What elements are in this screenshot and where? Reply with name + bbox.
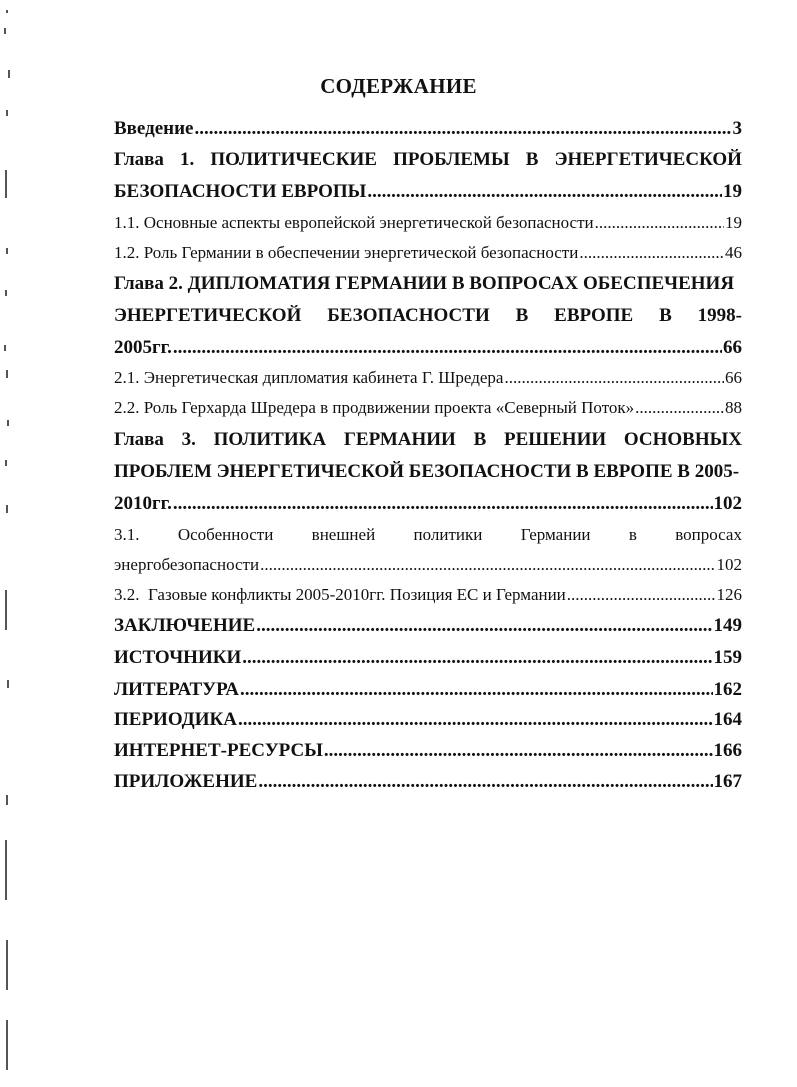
toc-label: 2.2. Роль Герхарда Шредера в продвижении проекта «Северный Поток» bbox=[114, 398, 635, 417]
toc-label: ПРОБЛЕМ ЭНЕРГЕТИЧЕСКОЙ БЕЗОПАСНОСТИ В ЕВРОПЕ В 2005- bbox=[114, 461, 740, 482]
toc-label: ИСТОЧНИКИ bbox=[114, 647, 242, 668]
toc-label: Введение bbox=[114, 118, 194, 139]
toc-label: ПРИЛОЖЕНИЕ bbox=[114, 771, 258, 792]
toc-entry-2-2 bbox=[114, 398, 742, 418]
toc-label: 1.1. Основные аспекты европейской энергетической безопасности bbox=[114, 213, 594, 232]
word: ЭНЕРГЕТИЧЕСКОЙ bbox=[114, 305, 302, 326]
toc-entry-sources bbox=[114, 647, 742, 669]
toc-page: 46 bbox=[725, 243, 742, 262]
toc-entry-3-2 bbox=[114, 585, 742, 605]
toc-label: ПЕРИОДИКА bbox=[114, 709, 238, 730]
toc-page: 167 bbox=[713, 771, 742, 792]
word: В bbox=[659, 305, 672, 326]
word: 3.1. bbox=[114, 525, 140, 544]
toc-label: 2005гг. bbox=[114, 337, 172, 358]
toc-label: БЕЗОПАСНОСТИ ЕВРОПЫ bbox=[114, 181, 367, 202]
scan-margin-marks bbox=[0, 0, 22, 1087]
toc-label: 2.1. Энергетическая дипломатия кабинета Г. Шредера bbox=[114, 368, 504, 387]
toc-page: 159 bbox=[713, 647, 742, 668]
toc-page: 126 bbox=[716, 585, 742, 604]
toc-entry-periodicals bbox=[114, 709, 742, 731]
word: ПРОБЛЕМЫ bbox=[393, 149, 510, 170]
word: ГЕРМАНИИ bbox=[343, 429, 456, 450]
toc-entry-1-2 bbox=[114, 243, 742, 263]
toc-label: 2010гг. bbox=[114, 493, 172, 514]
toc-chapter1-line1 bbox=[114, 149, 742, 171]
word: ЭНЕРГЕТИЧЕСКОЙ bbox=[554, 149, 742, 170]
word: Глава bbox=[114, 149, 164, 170]
toc-label: 1.2. Роль Германии в обеспечении энергетической безопасности bbox=[114, 243, 579, 262]
toc-page: 3 bbox=[732, 118, 742, 139]
toc-chapter2-line3 bbox=[114, 337, 742, 359]
word: В bbox=[473, 429, 487, 450]
toc-label: ИНТЕРНЕТ-РЕСУРСЫ bbox=[114, 740, 323, 761]
toc-entry-conclusion bbox=[114, 615, 742, 637]
toc-entry-internet bbox=[114, 740, 742, 762]
toc-page: 88 bbox=[725, 398, 742, 417]
word: вопросах bbox=[675, 525, 742, 544]
toc-entry-1-1 bbox=[114, 213, 742, 233]
toc-entry-3-1-line1 bbox=[114, 525, 742, 545]
toc-entry-intro bbox=[114, 118, 742, 140]
word: РЕШЕНИИ bbox=[503, 429, 607, 450]
toc-chapter3-line3 bbox=[114, 493, 742, 515]
toc-page: 164 bbox=[713, 709, 742, 730]
word: 1. bbox=[180, 149, 195, 170]
word: Германии bbox=[520, 525, 591, 544]
word: Глава bbox=[114, 429, 164, 450]
word: В bbox=[525, 149, 539, 170]
toc-page: 19 bbox=[725, 213, 742, 232]
toc-entry-literature bbox=[114, 679, 742, 701]
toc-label: ЛИТЕРАТУРА bbox=[114, 679, 240, 700]
toc-page: 149 bbox=[713, 615, 742, 636]
word: В bbox=[515, 305, 529, 326]
toc-page: 102 bbox=[716, 555, 742, 574]
word: ОСНОВНЫХ bbox=[623, 429, 742, 450]
toc-chapter3-line1 bbox=[114, 429, 742, 451]
toc-page: 166 bbox=[713, 740, 742, 761]
toc-page: 19 bbox=[723, 181, 742, 202]
toc-chapter2-line1 bbox=[114, 273, 742, 295]
toc-chapter2-line2 bbox=[114, 305, 742, 327]
word: Особенности bbox=[177, 525, 274, 544]
toc-entry-2-1 bbox=[114, 368, 742, 388]
toc-label: Глава 2. ДИПЛОМАТИЯ ГЕРМАНИИ В ВОПРОСАХ ОБЕСПЕЧЕНИЯ bbox=[114, 273, 735, 294]
word: 1998- bbox=[697, 305, 742, 326]
toc-page: 66 bbox=[725, 368, 742, 387]
toc-chapter3-line2 bbox=[114, 461, 742, 483]
toc-label: энергобезопасности bbox=[114, 555, 260, 574]
page-title: СОДЕРЖАНИЕ bbox=[320, 74, 477, 98]
word: ПОЛИТИКА bbox=[213, 429, 327, 450]
toc-chapter1-line2 bbox=[114, 181, 742, 203]
word: внешней bbox=[311, 525, 376, 544]
toc-entry-appendix bbox=[114, 771, 742, 793]
word: 3. bbox=[181, 429, 196, 450]
word: ЕВРОПЕ bbox=[554, 305, 634, 326]
word: в bbox=[628, 525, 637, 544]
toc-page: 66 bbox=[723, 337, 742, 358]
word: политики bbox=[413, 525, 483, 544]
toc-label: 3.2. Газовые конфликты 2005-2010гг. Позиция ЕС и Германии bbox=[114, 585, 566, 604]
word: ПОЛИТИЧЕСКИЕ bbox=[210, 149, 377, 170]
toc-page: 102 bbox=[713, 493, 742, 514]
word: БЕЗОПАСНОСТИ bbox=[327, 305, 490, 326]
toc-label: ЗАКЛЮЧЕНИЕ bbox=[114, 615, 256, 636]
toc-page: 162 bbox=[713, 679, 742, 700]
toc-entry-3-1-line2 bbox=[114, 555, 742, 575]
